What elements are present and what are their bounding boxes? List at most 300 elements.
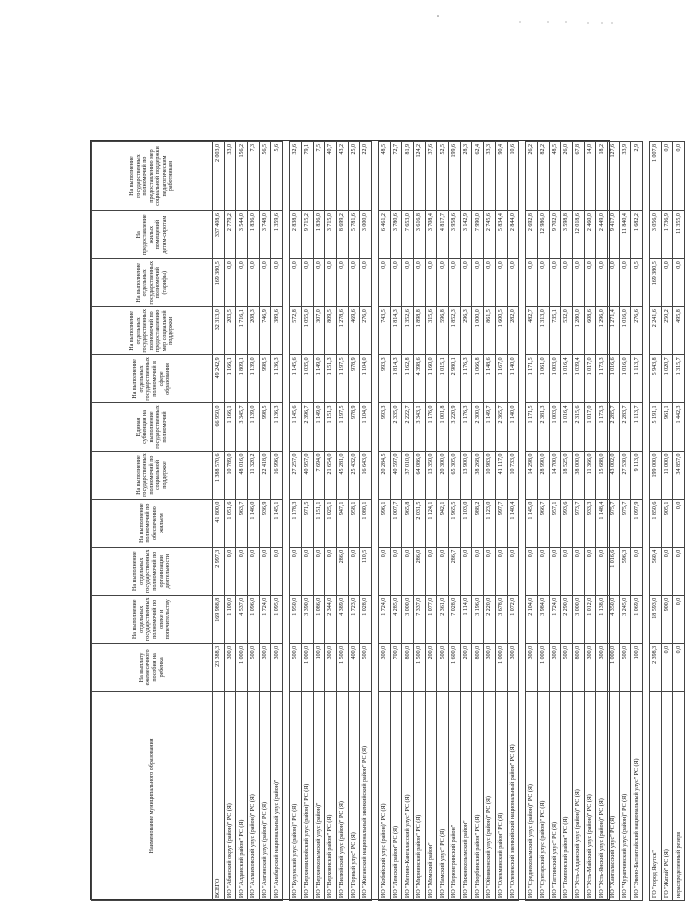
value-cell: 169 988,8 <box>213 595 225 643</box>
table-row <box>472 142 484 901</box>
value-cell: 1 197,5 <box>336 403 348 451</box>
value-cell: 2 283,7 <box>619 403 631 451</box>
subvention-table <box>91 141 685 901</box>
value-cell: 286,0 <box>336 547 348 595</box>
value-cell: 975,7 <box>619 499 631 547</box>
value-cell: 0,0 <box>325 259 337 307</box>
table-row <box>390 142 402 901</box>
value-cell: 500,0 <box>360 643 372 691</box>
value-cell: 3 345,7 <box>236 403 248 451</box>
value-cell: 300,0 <box>271 643 283 691</box>
value-cell: 800,0 <box>572 643 584 691</box>
value-cell: 0,0 <box>271 547 283 595</box>
table-row <box>414 142 426 901</box>
value-cell: 3 142,9 <box>460 211 472 259</box>
value-cell: 4 398,6 <box>414 355 426 403</box>
value-cell: 300,0 <box>325 643 337 691</box>
value-cell: 100,0 <box>631 643 643 691</box>
value-cell: 0,0 <box>378 259 390 307</box>
municipality-name: ИО "Горный улус" РС (Я) <box>348 691 360 900</box>
value-cell: 1 852,3 <box>449 307 461 355</box>
value-cell: 1 836,0 <box>313 211 325 259</box>
value-cell: 500,0 <box>248 643 260 691</box>
value-cell: 2 449,0 <box>596 211 608 259</box>
rotated-table-frame <box>90 140 682 900</box>
value-cell: 65 305,0 <box>449 451 461 499</box>
value-cell: 0,0 <box>402 259 414 307</box>
municipality-name: ИО "Усть-Майский улус (район)" РС (Я) <box>584 691 596 900</box>
value-cell: 958,1 <box>348 499 360 547</box>
value-cell: 11 320,2 <box>248 451 260 499</box>
value-cell: 1 072,0 <box>507 595 519 643</box>
separator-cell <box>283 451 290 499</box>
value-cell: 0,0 <box>661 142 673 211</box>
table-row <box>402 142 414 901</box>
value-cell: 38 000,0 <box>572 451 584 499</box>
separator-cell <box>371 259 378 307</box>
value-cell: 22,0 <box>360 142 372 211</box>
value-cell: 1 814,3 <box>390 355 402 403</box>
separator-cell <box>519 403 526 451</box>
header-column: На выплату ежемесячного пособия на ребенка <box>92 643 213 691</box>
value-cell: 1 016,4 <box>561 355 573 403</box>
separator-cell <box>371 643 378 691</box>
value-cell: 0,0 <box>661 259 673 307</box>
value-cell: 40 597,0 <box>390 451 402 499</box>
value-cell: 41 800,0 <box>213 499 225 547</box>
value-cell: 0,0 <box>673 547 685 595</box>
separator-cell <box>519 211 526 259</box>
municipality-name: ИО "Булунский улус (район)" РС (Я) <box>290 691 302 900</box>
municipality-name: ГО "Жатай" РС (Я) <box>661 691 673 900</box>
value-cell: 1 113,7 <box>631 355 643 403</box>
table-row <box>449 142 461 901</box>
municipality-name: ИО "Олекминский район" РС (Я) <box>495 691 507 900</box>
value-cell: 25,0 <box>348 142 360 211</box>
header-column: На предоставление жилых помещений детям-сиротам <box>92 211 213 259</box>
value-cell: 2 361,0 <box>437 595 449 643</box>
value-cell: 1 145,6 <box>290 403 302 451</box>
value-cell: 0,0 <box>537 547 549 595</box>
value-cell: 500,0 <box>290 643 302 691</box>
separator-cell <box>283 547 290 595</box>
municipality-name: ИО "Усть-Янский улус (район)" РС (Я) <box>596 691 608 900</box>
municipality-name: ИО "Аллаиховский улус (район)" РС (Я) <box>248 691 260 900</box>
value-cell: 2 220,0 <box>484 595 496 643</box>
value-cell: 9 702,0 <box>549 211 561 259</box>
municipality-name: ИО "Верхневилюйский улус (район)" РС (Я) <box>301 691 313 900</box>
value-cell: 1 000,0 <box>495 643 507 691</box>
table-row <box>484 142 496 901</box>
value-cell: 3 000,0 <box>360 211 372 259</box>
value-cell: 18 593,0 <box>650 595 662 643</box>
table-row <box>425 142 437 901</box>
value-cell: 26,0 <box>561 142 573 211</box>
value-cell: 933,3 <box>584 499 596 547</box>
value-cell: 22 418,0 <box>259 451 271 499</box>
value-cell: 746,9 <box>259 307 271 355</box>
value-cell: 1 197,5 <box>336 355 348 403</box>
value-cell: 0,0 <box>290 547 302 595</box>
table-row <box>378 142 390 901</box>
value-cell: 1 003,0 <box>549 355 561 403</box>
separator-cell <box>283 355 290 403</box>
value-cell: 942,1 <box>437 499 449 547</box>
value-cell: 1 736,9 <box>661 211 673 259</box>
value-cell: 3 616,8 <box>414 211 426 259</box>
value-cell: 700,0 <box>390 643 402 691</box>
value-cell: 2 222,7 <box>402 403 414 451</box>
value-cell: 33,0 <box>224 142 236 211</box>
value-cell: 13 900,0 <box>460 451 472 499</box>
separator-cell <box>371 307 378 355</box>
value-cell: 1 352,6 <box>402 307 414 355</box>
value-cell: 0,0 <box>437 547 449 595</box>
value-cell: 1 296,0 <box>596 307 608 355</box>
value-cell: 9 417,0 <box>608 211 620 259</box>
value-cell: 100,0 <box>313 643 325 691</box>
value-cell: 3 245,0 <box>619 595 631 643</box>
municipality-name: ИО "Оймяконский улус (район)" РС (Я) <box>484 691 496 900</box>
table-body <box>213 142 685 901</box>
value-cell: 3 220,9 <box>449 403 461 451</box>
value-cell: 0,0 <box>460 259 472 307</box>
separator-cell <box>371 403 378 451</box>
value-cell: 0,0 <box>572 547 584 595</box>
table-row <box>650 142 662 901</box>
value-cell: 1 814,3 <box>390 307 402 355</box>
value-cell: 0,0 <box>495 259 507 307</box>
value-cell: 596,8 <box>437 307 449 355</box>
municipality-name: ИО "Кобяйский улус (район)" РС (Я) <box>378 691 390 900</box>
value-cell: 1 015,1 <box>437 355 449 403</box>
value-cell: 52,5 <box>437 142 449 211</box>
value-cell: 48,5 <box>549 142 561 211</box>
value-cell: 1 140,0 <box>507 403 519 451</box>
value-cell: 2,9 <box>631 142 643 211</box>
value-cell: 300,0 <box>596 643 608 691</box>
separator-cell <box>283 211 290 259</box>
value-cell: 10 983,0 <box>484 451 496 499</box>
header-column: Единая субвенция на выполнение государственных полномочий <box>92 403 213 451</box>
value-cell: 993,3 <box>378 403 390 451</box>
header-row <box>92 142 213 901</box>
value-cell: 1 012,0 <box>584 595 596 643</box>
value-cell: 0,5 <box>631 259 643 307</box>
value-cell: 1 097,9 <box>631 499 643 547</box>
value-cell: 997,7 <box>495 499 507 547</box>
value-cell: 0,0 <box>248 547 260 595</box>
value-cell: 965,8 <box>402 499 414 547</box>
value-cell: 199,6 <box>449 142 461 211</box>
value-cell: 966,7 <box>537 499 549 547</box>
value-cell: 7,5 <box>313 142 325 211</box>
separator-cell <box>643 259 650 307</box>
value-cell: 28 990,0 <box>537 451 549 499</box>
value-cell: 0,0 <box>313 259 325 307</box>
header-column: На выполнение отдельных государственных полномочий (тарифы) <box>92 259 213 307</box>
value-cell: 1 315,7 <box>673 355 685 403</box>
value-cell: 2 997,3 <box>213 547 225 595</box>
value-cell: 11 000,0 <box>661 451 673 499</box>
separator-cell <box>519 547 526 595</box>
table-row <box>336 142 348 901</box>
value-cell: 0,0 <box>449 259 461 307</box>
separator-cell <box>371 547 378 595</box>
value-cell: 2 031,5 <box>414 499 426 547</box>
value-cell: 110,5 <box>360 547 372 595</box>
value-cell: 2 290,0 <box>561 595 573 643</box>
value-cell: 0,0 <box>378 547 390 595</box>
value-cell: 1 003,0 <box>549 403 561 451</box>
value-cell: 1 151,3 <box>325 403 337 451</box>
municipality-name: ИО "Эвено-Бытантайский национальный улус" РС (Я) <box>631 691 643 900</box>
separator-cell <box>283 643 290 691</box>
value-cell: 3 715,0 <box>325 211 337 259</box>
value-cell: 978,9 <box>348 403 360 451</box>
value-cell: 296,3 <box>460 307 472 355</box>
value-cell: 0,0 <box>414 259 426 307</box>
value-cell: 7 028,0 <box>449 595 461 643</box>
value-cell: 3 958,6 <box>449 211 461 259</box>
table-row <box>608 142 620 901</box>
value-cell: 2 844,0 <box>507 211 519 259</box>
value-cell: 32,6 <box>290 142 302 211</box>
value-cell: 12 986,0 <box>537 211 549 259</box>
value-cell: 1 809,1 <box>236 355 248 403</box>
value-cell: 0,0 <box>348 259 360 307</box>
value-cell: 1 176,3 <box>460 403 472 451</box>
value-cell: 286,0 <box>414 547 426 595</box>
value-cell: 0,0 <box>301 547 313 595</box>
value-cell: 0,0 <box>549 547 561 595</box>
header-column: На выполнение отдельных государственных полномочий в сфере образования <box>92 355 213 403</box>
value-cell: 7 990,0 <box>472 211 484 259</box>
value-cell: 4 350,0 <box>608 595 620 643</box>
group-separator <box>519 142 526 901</box>
value-cell: 1 000,0 <box>608 643 620 691</box>
municipality-name: ИО "Томпонский район" РС (Я) <box>561 691 573 900</box>
value-cell: 1 061,0 <box>537 355 549 403</box>
value-cell: 37 010,0 <box>402 451 414 499</box>
value-cell: 572,8 <box>290 307 302 355</box>
value-cell: 1 114,0 <box>460 595 472 643</box>
table-row <box>236 142 248 901</box>
table-row <box>259 142 271 901</box>
municipality-name: ИО "Таттинский улус" РС (Я) <box>549 691 561 900</box>
value-cell: 1 069,0 <box>631 595 643 643</box>
value-cell: 4 537,0 <box>236 595 248 643</box>
value-cell: 735,1 <box>549 307 561 355</box>
value-cell: 11 355,0 <box>673 211 685 259</box>
value-cell: 469,6 <box>348 307 360 355</box>
value-cell: 200,0 <box>425 643 437 691</box>
value-cell: 1 124,1 <box>425 499 437 547</box>
value-cell: 18 525,0 <box>561 451 573 499</box>
value-cell: 3 000,0 <box>572 595 584 643</box>
value-cell: 1 724,0 <box>378 595 390 643</box>
value-cell: 32 313,0 <box>213 307 225 355</box>
municipality-name: ИО "Ленский район" РС (Я) <box>390 691 402 900</box>
value-cell: 124,2 <box>414 142 426 211</box>
value-cell: 1 313,0 <box>537 307 549 355</box>
header-municipality: Наименование муниципального образования <box>92 691 213 900</box>
value-cell: 337 408,6 <box>213 211 225 259</box>
value-cell: 3 544,0 <box>236 211 248 259</box>
value-cell: 127,6 <box>608 142 620 211</box>
value-cell: 2 365,7 <box>495 403 507 451</box>
value-cell: 1 145,1 <box>271 499 283 547</box>
separator-cell <box>643 211 650 259</box>
value-cell: 0,0 <box>561 547 573 595</box>
value-cell: 4 285,0 <box>390 595 402 643</box>
value-cell: 28,3 <box>460 142 472 211</box>
value-cell: 0,0 <box>596 547 608 595</box>
value-cell: 2 398,3 <box>650 643 662 691</box>
value-cell: 23 388,3 <box>213 643 225 691</box>
separator-cell <box>519 355 526 403</box>
header-column: На выполнение отдельных государственных полномочий по организации деятельности <box>92 547 213 595</box>
separator-cell <box>283 499 290 547</box>
value-cell: 11 366,0 <box>584 451 596 499</box>
value-cell: 1 139,0 <box>248 355 260 403</box>
header-column: На выполнение государственных полномочий по социальной поддержке <box>92 451 213 499</box>
value-cell: 1 020,7 <box>661 355 673 403</box>
value-cell: 1 171,5 <box>526 355 538 403</box>
value-cell: 0,0 <box>608 259 620 307</box>
value-cell: 0,0 <box>236 547 248 595</box>
value-cell: 1 138,0 <box>596 595 608 643</box>
value-cell: 905,1 <box>661 499 673 547</box>
value-cell: 208,3 <box>248 307 260 355</box>
value-cell: 79,1 <box>301 142 313 211</box>
value-cell: 0,0 <box>673 643 685 691</box>
value-cell: 1 162,8 <box>402 355 414 403</box>
value-cell: 4 817,7 <box>437 211 449 259</box>
separator-cell <box>283 403 290 451</box>
value-cell: 56,5 <box>259 142 271 211</box>
value-cell: 199 000,0 <box>650 451 662 499</box>
value-cell: 0,0 <box>313 547 325 595</box>
value-cell: 800,0 <box>472 643 484 691</box>
value-cell: 1 017,0 <box>584 355 596 403</box>
value-cell: 3 748,0 <box>259 211 271 259</box>
table-row <box>673 142 685 901</box>
value-cell: 0,0 <box>472 259 484 307</box>
value-cell: 1 035,0 <box>301 355 313 403</box>
scan-noise-decoration <box>0 0 640 120</box>
value-cell: 1 077,0 <box>425 595 437 643</box>
value-cell: 1 178,3 <box>290 499 302 547</box>
value-cell: 0,0 <box>290 259 302 307</box>
value-cell: 0,0 <box>507 259 519 307</box>
separator-cell <box>283 595 290 643</box>
value-cell: 20 300,0 <box>437 451 449 499</box>
value-cell: 1 136,3 <box>271 403 283 451</box>
municipality-name: ИО "Мирнинский район" РС (Я) <box>414 691 426 900</box>
separator-cell <box>371 499 378 547</box>
value-cell: 21 654,0 <box>325 451 337 499</box>
value-cell: 0,0 <box>526 547 538 595</box>
separator-cell <box>283 142 290 211</box>
value-cell: 0,0 <box>336 259 348 307</box>
value-cell: 5 191,1 <box>650 403 662 451</box>
value-cell: 0,0 <box>526 259 538 307</box>
value-cell: 1 139,0 <box>248 403 260 451</box>
value-cell: 1 080,1 <box>360 499 372 547</box>
value-cell: 0,0 <box>619 259 631 307</box>
value-cell: 1 149,0 <box>313 355 325 403</box>
value-cell: 2 396,7 <box>301 403 313 451</box>
value-cell: 49 242,9 <box>213 355 225 403</box>
value-cell: 1 066,8 <box>472 355 484 403</box>
municipality-name: ИО "Намский улус" РС (Я) <box>437 691 449 900</box>
separator-cell <box>519 451 526 499</box>
value-cell: 9 715,2 <box>301 211 313 259</box>
value-cell: 1 123,0 <box>484 499 496 547</box>
value-cell: 2 692,8 <box>526 211 538 259</box>
value-cell: 809,5 <box>325 307 337 355</box>
value-cell: 18,2 <box>596 142 608 211</box>
value-cell: 1 051,6 <box>224 499 236 547</box>
table-row <box>313 142 325 901</box>
value-cell: 482,7 <box>526 307 538 355</box>
value-cell: 957,1 <box>549 499 561 547</box>
value-cell: 1 166,1 <box>224 355 236 403</box>
value-cell: 1 000,0 <box>537 643 549 691</box>
table-header <box>92 142 213 901</box>
value-cell: 495,8 <box>673 307 685 355</box>
value-cell: 25 432,0 <box>348 451 360 499</box>
value-cell: 250,2 <box>661 307 673 355</box>
table-row <box>537 142 549 901</box>
value-cell: 16 996,0 <box>271 451 283 499</box>
separator-cell <box>519 643 526 691</box>
separator-cell <box>519 142 526 211</box>
value-cell: 500,0 <box>437 643 449 691</box>
value-cell: 169 380,5 <box>650 259 662 307</box>
value-cell: 560,4 <box>650 547 662 595</box>
municipality-name: ИО "Чурапчинский улус (район)" РС (Я) <box>619 691 631 900</box>
value-cell: 5 781,6 <box>348 211 360 259</box>
group-separator <box>643 142 650 901</box>
value-cell: 1 836,0 <box>248 211 260 259</box>
municipality-name: ИО "Абанский округ (район)" РС (Я) <box>224 691 236 900</box>
municipality-name: ГО "город Якутск" <box>650 691 662 900</box>
table-row <box>495 142 507 901</box>
table-row <box>213 142 225 901</box>
value-cell: 0,0 <box>402 547 414 595</box>
value-cell: 15 688,0 <box>596 451 608 499</box>
value-cell: 20 284,5 <box>378 451 390 499</box>
value-cell: 608,6 <box>584 307 596 355</box>
value-cell: 1 095,0 <box>271 595 283 643</box>
value-cell: 2 838,0 <box>290 211 302 259</box>
table-row <box>631 142 643 901</box>
value-cell: 1 151,1 <box>313 499 325 547</box>
value-cell: 5 943,8 <box>650 355 662 403</box>
value-cell: 300,0 <box>507 643 519 691</box>
value-cell: 1 103,0 <box>460 499 472 547</box>
value-cell: 67,8 <box>572 142 584 211</box>
value-cell: 33,3 <box>484 142 496 211</box>
value-cell: 0,0 <box>507 547 519 595</box>
value-cell: 7 653,0 <box>402 211 414 259</box>
value-cell: 1 682,2 <box>631 211 643 259</box>
value-cell: 743,5 <box>378 307 390 355</box>
value-cell: 45 281,0 <box>336 451 348 499</box>
value-cell: 13 350,0 <box>425 451 437 499</box>
